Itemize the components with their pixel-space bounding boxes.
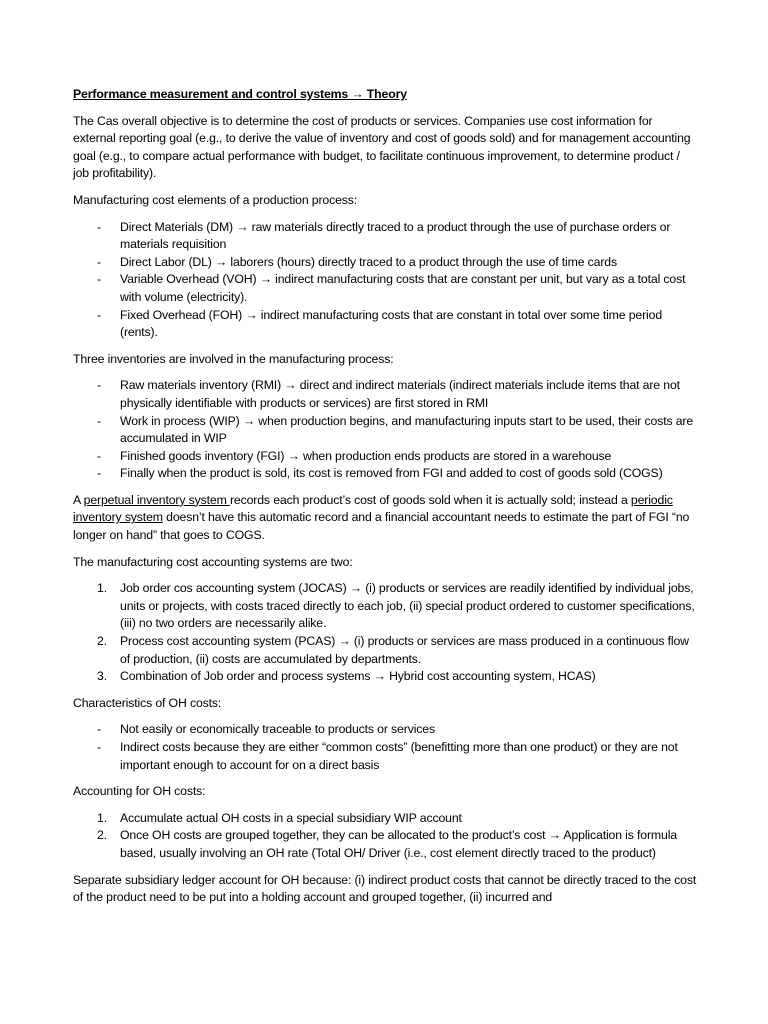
list-item: - Direct Labor (DL) → laborers (hours) directly traced to a product through the use of time cards (73, 254, 697, 272)
list-item: - Finished goods inventory (FGI) → when production ends products are stored in a warehouse (73, 448, 697, 466)
list-item (73, 827, 697, 862)
inventories-heading: Three inventories are involved in the manufacturing process: (73, 351, 394, 366)
list-item-text: Job order cos accounting system (JOCAS) → (i) products or services are readily identified by individual jobs, units or projects, with costs traced directly to each job, (ii) special product ordered to customer specifications, (iii) no two orders are necessarily alike. (120, 581, 695, 631)
systems-heading: The manufacturing cost accounting systems are two: (73, 554, 353, 569)
list-number: 2. (97, 828, 107, 843)
list-item-text: Accumulate actual OH costs in a special subsidiary WIP account (120, 810, 462, 825)
list-item-text: Process cost accounting system (PCAS) → (i) products or services are mass produced in a continuous flow of production, (ii) costs are accumulated by departments. (120, 634, 689, 666)
list-item: - Finally when the product is sold, its cost is removed from FGI and added to cost of goods sold (COGS) (73, 465, 697, 483)
list-number: 1. (97, 810, 107, 825)
list-item: - Not easily or economically traceable to products or services (73, 721, 697, 739)
document-title: Performance measurement and control systems → Theory (73, 87, 407, 101)
list-item (73, 633, 697, 668)
systems-list (73, 580, 697, 686)
list-item: - Variable Overhead (VOH) → indirect manufacturing costs that are constant per unit, but vary as a total cost with volume (electricity). (73, 271, 697, 306)
inventory-systems-text-1: A (73, 492, 84, 507)
oh-characteristics-heading: Characteristics of OH costs: (73, 695, 222, 710)
list-item: - Raw materials inventory (RMI) → direct and indirect materials (indirect materials include items that are not physically identifiable with products or services) are first stored in RMI (73, 377, 697, 412)
list-item: - Indirect costs because they are either “common costs” (benefitting more than one product) or they are not important enough to account for on a direct basis (73, 739, 697, 774)
list-item: - Direct Materials (DM) → raw materials directly traced to a product through the use of purchase orders or materials requisition (73, 219, 697, 254)
oh-accounting-list (73, 810, 697, 863)
closing-paragraph: Separate subsidiary ledger account for OH because: (i) indirect product costs that cannot be directly traced to the cost of the product need to be put into a holding account and grouped together, (ii) incurred and (73, 872, 697, 905)
list-item: - Work in process (WIP) → when production begins, and manufacturing inputs start to be used, their costs are accumulated in WIP (73, 413, 697, 448)
list-item-text: Combination of Job order and process systems → Hybrid cost accounting system, HCAS) (120, 669, 596, 684)
oh-accounting-heading: Accounting for OH costs: (73, 784, 206, 799)
intro-paragraph: The Cas overall objective is to determine the cost of products or services. Companies use cost information for external reporting goal (e.g., to derive the value of inventory and cost of goods sold) and for management accounting goal (e.g., to compare actual performance with budget, to facilitate continuous improvement, to determine product / job profitability). (73, 113, 691, 181)
list-item (73, 580, 697, 633)
list-item (73, 810, 697, 828)
periodic-inventory-term: periodic inventory system (73, 492, 673, 525)
inventory-systems-text-2: records each product’s cost of goods sold when it is actually sold; instead a (229, 492, 631, 507)
list-item (73, 668, 697, 686)
perpetual-inventory-term: perpetual inventory system (83, 492, 230, 507)
inventory-systems-text-3: doesn’t have this automatic record and a financial accountant needs to estimate the part of FGI “no longer on hand” that goes to COGS. (73, 510, 690, 543)
document-body (73, 86, 697, 916)
list-number: 2. (97, 634, 107, 649)
inventories-list (73, 377, 697, 483)
list-item: - Fixed Overhead (FOH) → indirect manufacturing costs that are constant in total over some time period (rents). (73, 307, 697, 342)
cost-elements-list (73, 219, 697, 342)
list-item-text: Once OH costs are grouped together, they can be allocated to the product’s cost → Application is formula based, usually involving an OH rate (Total OH/ Driver (i.e., cost element directly traced to the product) (120, 828, 677, 860)
list-number: 3. (97, 669, 107, 684)
list-number: 1. (97, 581, 107, 596)
cost-elements-heading: Manufacturing cost elements of a production process: (73, 192, 358, 207)
oh-characteristics-list (73, 721, 697, 774)
inventory-systems-paragraph (73, 492, 697, 545)
